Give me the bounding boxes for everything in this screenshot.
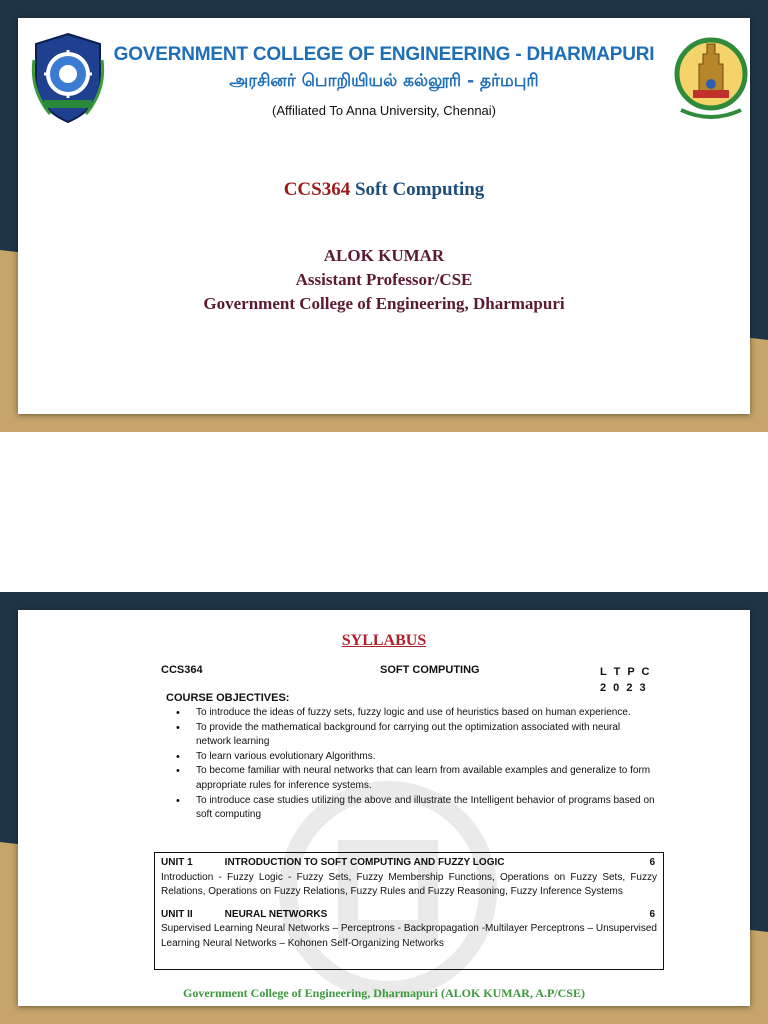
slide-footer: Government College of Engineering, Dharmapuri (ALOK KUMAR, A.P/CSE) xyxy=(183,986,585,1000)
syllabus-course-title: SOFT COMPUTING xyxy=(380,664,480,676)
slide-card xyxy=(18,18,750,414)
author-org: Government College of Engineering, Dharmapuri xyxy=(203,294,565,313)
objective-item: • To introduce case studies utilizing the above and illustrate the Intelligent behavior of programs based on soft computing xyxy=(166,794,656,823)
unit-heading xyxy=(161,908,657,923)
unit-content: Supervised Learning Neural Networks – Perceptrons - Backpropagation -Multilayer Perceptrons – Unsupervised Learning Neural Networks – Kohonen Self-Organizing Networks xyxy=(161,923,657,949)
ltpc-block xyxy=(600,664,652,696)
ltpc-values: 2 0 2 3 xyxy=(600,682,648,694)
ltpc-header: L T P C xyxy=(600,666,652,678)
objectives-list xyxy=(166,706,656,823)
unit-content: Introduction - Fuzzy Logic - Fuzzy Sets, Fuzzy Membership Functions, Operations on Fuzzy Sets, Fuzzy Relations, Operations on Fuzzy Relations, Fuzzy Rules and Fuzzy Reasoning, Fuzzy Inference Systems xyxy=(161,871,657,898)
syllabus-course-code: CCS364 xyxy=(161,664,203,676)
author-block xyxy=(18,244,750,316)
objective-item: • To introduce the ideas of fuzzy sets, fuzzy logic and use of heuristics based on human experience. xyxy=(166,706,656,721)
author-title: Assistant Professor/CSE xyxy=(295,270,473,289)
unit-label: UNIT II xyxy=(161,908,193,920)
course-heading xyxy=(18,179,750,201)
objective-item: • To become familiar with neural networks that can learn from available examples and generalize to form appropriate rules for inference systems. xyxy=(166,764,656,793)
course-name: Soft Computing xyxy=(354,179,485,200)
slide-card xyxy=(18,610,750,1006)
unit-title: INTRODUCTION TO SOFT COMPUTING AND FUZZY LOGIC xyxy=(224,857,505,868)
unit-heading xyxy=(161,856,657,871)
unit-hours: 6 xyxy=(649,908,655,920)
course-code: CCS364 xyxy=(283,179,351,200)
unit-hours: 6 xyxy=(649,857,655,868)
slide-title xyxy=(0,0,768,432)
syllabus-title: SYLLABUS xyxy=(341,632,427,649)
unit-title: NEURAL NETWORKS xyxy=(224,908,328,920)
affiliation-text: (Affiliated To Anna University, Chennai) xyxy=(271,103,496,118)
objective-item: • To provide the mathematical background for carrying out the optimization associated with neural network learning xyxy=(166,721,656,750)
college-name-english: GOVERNMENT COLLEGE OF ENGINEERING - DHARMAPURI xyxy=(113,44,655,65)
objectives-heading: COURSE OBJECTIVES: xyxy=(166,692,290,704)
author-name: ALOK KUMAR xyxy=(323,246,445,265)
college-name-tamil: அரசினர் பொறியியல் கல்லூரி - தர்மபுரி xyxy=(229,71,539,91)
objective-item: • To learn various evolutionary Algorithms. xyxy=(166,750,656,765)
units-box xyxy=(154,852,664,970)
slide-syllabus xyxy=(0,592,768,1024)
unit-label: UNIT 1 xyxy=(161,857,193,868)
